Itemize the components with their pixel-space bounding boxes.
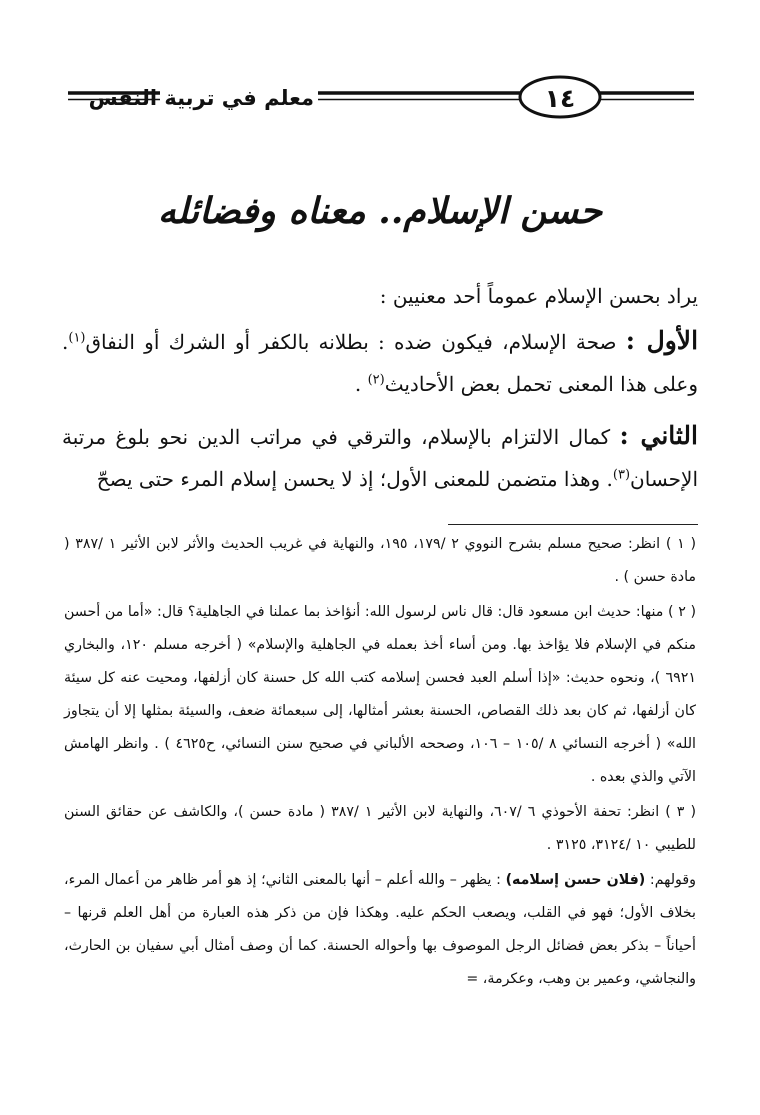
first-meaning-end: . — [354, 372, 368, 396]
first-meaning-label: الأول : — [625, 326, 699, 355]
second-meaning-text: كمال الالتزام بالإسلام، والترقي في مراتب الدين نحو بلوغ مرتبة الإحسان — [62, 425, 698, 491]
intro-paragraph: يراد بحسن الإسلام عموماً أحد معنيين : — [379, 284, 698, 308]
footnote-ref-3[interactable]: (٣) — [612, 467, 631, 483]
header-ornament-lines — [0, 0, 760, 130]
footnotes-section — [64, 528, 696, 998]
second-meaning-label: الثاني : — [619, 421, 698, 450]
footnote-1 — [64, 528, 696, 594]
footnote-2-number: ( ٢ ) — [668, 604, 696, 620]
footnote-ref-2[interactable]: (٢) — [367, 372, 385, 388]
footnote-separator — [448, 524, 698, 525]
footnote-3-number: ( ٣ ) — [665, 804, 697, 820]
remark-quote: (فلان حسن إسلامه) — [505, 872, 646, 888]
footnote-1-text: انظر: صحيح مسلم بشرح النووي ٢ /١٧٩، ١٩٥، والنهاية في غريب الحديث والأثر لابن الأثير ١ /٣٨٧ ( مادة حسن ) . — [64, 536, 696, 585]
footnote-ref-1[interactable]: (١) — [68, 330, 86, 346]
page-header — [0, 0, 760, 130]
main-text — [62, 276, 698, 510]
footnote-3 — [64, 796, 696, 862]
footnote-2 — [64, 596, 696, 794]
remark-intro: وقولهم: — [645, 872, 696, 888]
first-meaning-text: صحة الإسلام، فيكون ضده : بطلانه بالكفر أو الشرك أو النفاق — [85, 330, 617, 354]
first-meaning-text-continued: . وعلى هذا المعنى تحمل بعض الأحاديث — [62, 330, 698, 396]
chapter-title: حسن الإسلام.. معناه وفضائله — [157, 190, 603, 232]
second-meaning-paragraph — [62, 415, 698, 500]
running-header-book-title: معلم في تربية النفس — [88, 86, 314, 110]
remark-text: : يظهر – والله أعلم – أنها بالمعنى الثاني؛ إذ هو أمر ظاهر من أعمال المرء، بخلاف الأول؛ فهو في القلب، ويصعب الحكم عليه. وهكذا فإن من ذكر هذه العبارة من أهل العلم قرنها – أحياناً – بذكر بعض فضائل الرجل الموصوف بها وأحواله الحسنة. كما أن وصف أمثال أبي سفيان بن الحارث، والنجاشي، وعمير بن وهب، وعكرمة، = — [64, 872, 696, 987]
page-number: ١٤ — [544, 83, 576, 113]
second-meaning-text-continued: . وهذا متضمن للمعنى الأول؛ إذ لا يحسن إسلام المرء حتى يصحّ — [96, 467, 613, 491]
footnote-1-number: ( ١ ) — [665, 536, 697, 552]
footnote-2-text: منها: حديث ابن مسعود قال: قال ناس لرسول الله: أنؤاخذ بما عملنا في الجاهلية؟ قال: «أما من أحسن منكم في الإسلام فلا يؤاخذ بها. ومن أساء أخذ بعمله في الجاهلية والإسلام» ( أخرجه مسلم ١٢٠، والبخاري ٦٩٢١ )، ونحوه حديث: «إذا أسلم العبد فحسن إسلامه كتب الله كل حسنة كان أزلفها، ومحيت عنه كل سيئة كان أزلفها، ثم كان بعد ذلك القصاص، الحسنة بعشر أمثالها، إلى سبعمائة ضعف، والسيئة بمثلها إلا أن يتجاوز الله» ( أخرجه النسائي ٨ /١٠٥ – ١٠٦، وصححه الألباني في صحيح سنن النسائي، ح٤٦٢٥ ) . وانظر الهامش الآتي والذي بعده . — [64, 604, 697, 785]
first-meaning-paragraph — [62, 320, 698, 405]
footnote-remark — [64, 864, 696, 996]
footnote-3-text: انظر: تحفة الأحوذي ٦ /٦٠٧، والنهاية لابن الأثير ١ /٣٨٧ ( مادة حسن )، والكاشف عن حقائق السنن للطيبي ١٠ /٣١٢٤، ٣١٢٥ . — [64, 804, 696, 853]
